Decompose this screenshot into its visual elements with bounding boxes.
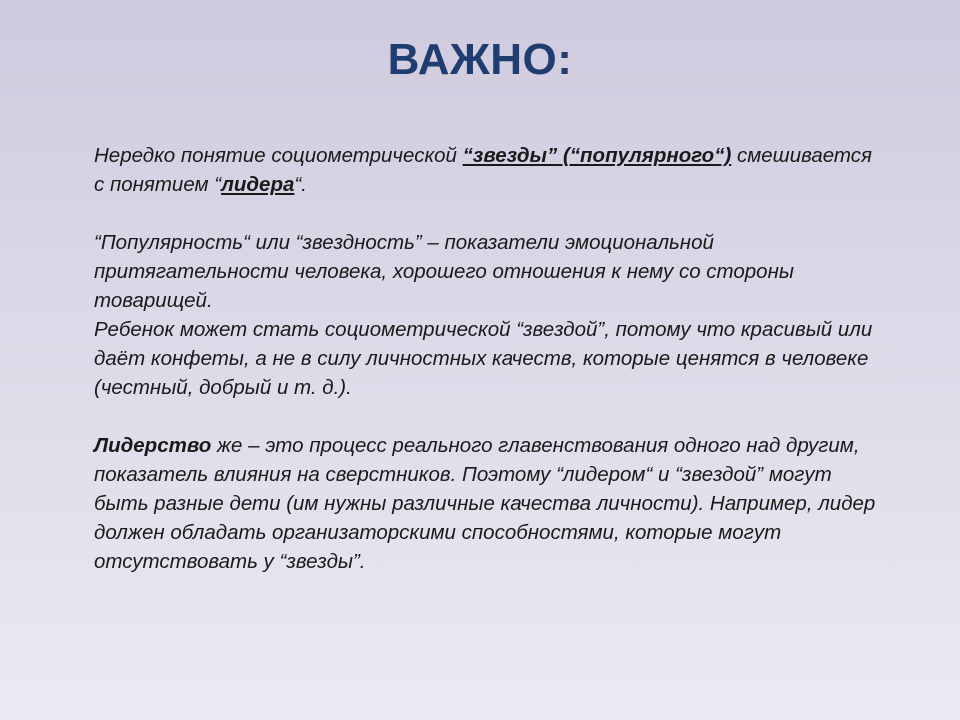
term-leader: лидера bbox=[221, 173, 295, 196]
slide-content bbox=[94, 141, 884, 576]
paragraph-spacer bbox=[94, 199, 884, 228]
paragraph-star-vs-leader bbox=[94, 141, 884, 199]
paragraph-child-star: Ребенок может стать социометрической “звездой”, потому что красивый или даёт конфеты, а не в силу личностных качеств, которые ценятся в человеке (честный, добрый и т. д.). bbox=[94, 318, 873, 399]
text-segment: “. bbox=[294, 173, 307, 196]
paragraph-leadership bbox=[94, 431, 884, 576]
text-segment: “) bbox=[714, 144, 732, 167]
term-star: “звезды” bbox=[462, 144, 558, 167]
term-popular: популярного bbox=[580, 144, 715, 167]
text-segment: же – это процесс реального главенствования одного над другим, показатель влияния на сверстников. Поэтому “лидером“ и “звездой” могут быть разные дети (им нужны различные качества личности). Например, лидер должен обладать организаторскими способностями, которые могут отсутствовать у “звезды”. bbox=[94, 434, 876, 573]
paragraph-popularity: “Популярность“ или “звездность” – показатели эмоциональной притягательности человека, хорошего отношения к нему со стороны товарищей. bbox=[94, 231, 794, 312]
slide-title: ВАЖНО: bbox=[387, 35, 573, 84]
paragraph-spacer bbox=[94, 402, 884, 431]
text-segment: смешивается с понятием “ bbox=[94, 144, 872, 196]
text-segment: Нередко понятие социометрической bbox=[94, 144, 463, 167]
term-leadership: Лидерство bbox=[94, 434, 212, 457]
text-segment: (“ bbox=[557, 144, 581, 167]
